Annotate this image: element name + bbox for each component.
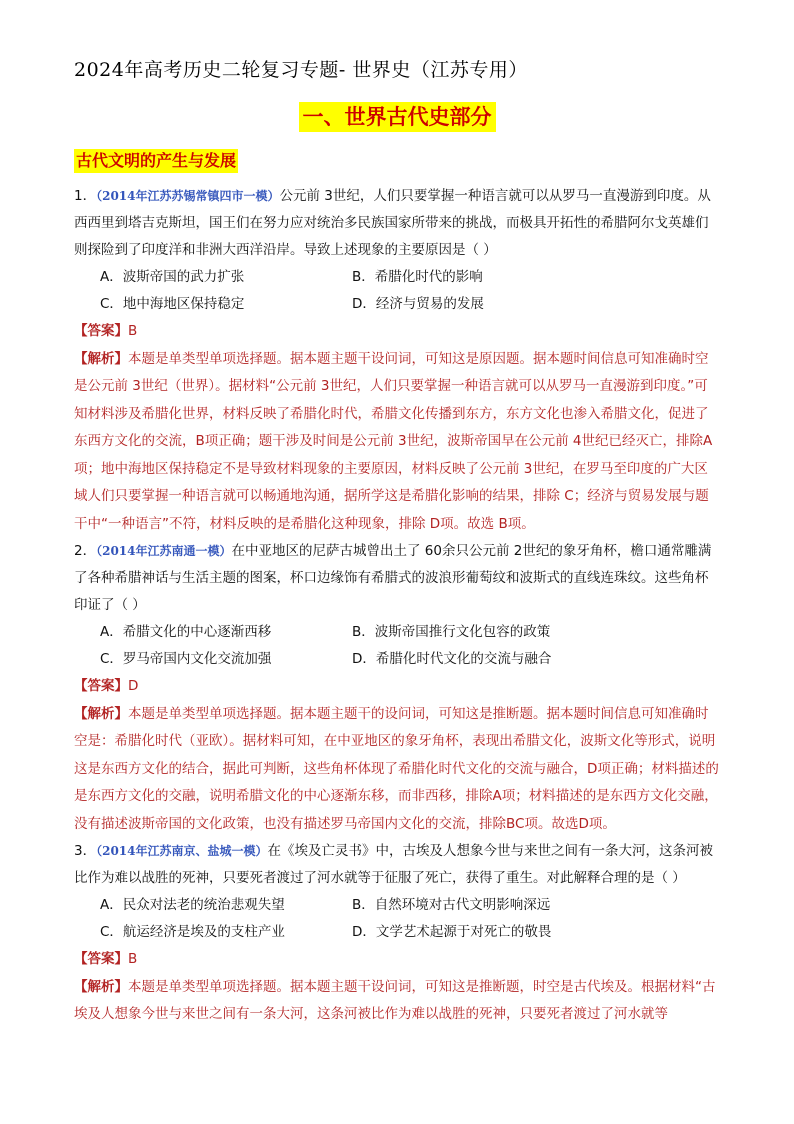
option-c: C．罗马帝国内文化交流加强: [100, 651, 272, 667]
answer-value: D: [128, 678, 139, 694]
question-text: 在中亚地区的尼萨古城曾出土了 60余只公元前 2世纪的象牙角杯，檐口通常雕满了各种希腊神话与生活主题的图案，杯口边缘饰有希腊式的波浪形葡萄纹和波斯式的直线连珠纹。这些角杯印证了（ ）: [74, 543, 712, 613]
analysis-label: 【解析】: [74, 978, 128, 995]
question-1: [74, 183, 720, 538]
question-source: （2014年江苏南京、盐城一模）: [96, 844, 268, 858]
analysis-paragraph: [74, 346, 720, 539]
option-d: D．经济与贸易的发展: [352, 296, 484, 312]
analysis-text: 本题是单类型单项选择题。据本题主题干的设问词，可知这是推断题。据本题时间信息可知准确时空是：希腊化时代（亚欧）。据材料可知，在中亚地区的象牙角杯，表现出希腊文化，波斯文化等形式，说明这是东西方文化的结合，据此可判断，这些角杯体现了希腊化时代文化的交流与融合，D项正确；材料描述的是东西方文化的交融，说明希腊文化的中心逐渐东移，而非西移，排除A项；材料描述的是东西方文化交融，没有描述波斯帝国的文化政策，也没有描述罗马帝国内文化的交流，排除BC项。故选D项。: [74, 705, 719, 832]
answer-label: 【答案】: [74, 678, 128, 694]
question-number: 3．: [74, 843, 97, 859]
question-number: 2．: [74, 543, 97, 559]
option-c: C．地中海地区保持稳定: [100, 296, 245, 312]
question-source: （2014年江苏苏锡常镇四市一模）: [96, 189, 280, 203]
analysis-text: 本题是单类型单项选择题。据本题主题干设问词，可知这是原因题。据本题时间信息可知准确时空是公元前 3世纪（世界）。据材料“公元前 3世纪，人们只要掌握一种语言就可以从罗马一直漫游到印度。”可知材料涉及希腊化世界，材料反映了希腊化时代，希腊文化传播到东方，东方文化也渗入希腊文化，促进了东西方文化的交流，B项正确；题干涉及时间是公元前 3世纪，波斯帝国早在公元前 4世纪已经灭亡，排除A项；地中海地区保持稳定不是导致材料现象的主要原因，材料反映了公元前 3世纪，在罗马至印度的广大区域人们只要掌握一种语言就可以畅通地沟通，据所学这是希腊化影响的结果，排除 C；经济与贸易发展与题干中“一种语言”不符，材料反映的是希腊化这种现象，排除 D项。故选 B项。: [74, 350, 713, 532]
answer-value: B: [128, 323, 138, 339]
answer-label: 【答案】: [74, 951, 128, 967]
answer-label: 【答案】: [74, 323, 128, 339]
option-a: A．民众对法老的统治悲观失望: [100, 897, 285, 913]
option-list: [74, 619, 720, 673]
question-source: （2014年江苏南通一模）: [96, 544, 232, 558]
analysis-paragraph: [74, 974, 720, 1029]
option-d: D．希腊化时代文化的交流与融合: [352, 651, 552, 667]
section-heading: 古代文明的产生与发展: [74, 149, 238, 173]
option-list: [74, 892, 720, 946]
option-list: [74, 264, 720, 318]
option-b: B．自然环境对古代文明影响深远: [352, 897, 551, 913]
question-text: 在《埃及亡灵书》中，古埃及人想象今世与来世之间有一条大河，这条河被比作为难以战胜的死神，只要死者渡过了河水就等于征服了死亡，获得了重生。对此解释合理的是（ ）: [74, 843, 713, 886]
question-stem: [74, 538, 720, 619]
option-a: A．波斯帝国的武力扩张: [100, 269, 245, 285]
answer-line: [74, 318, 720, 346]
part-heading: [0, 102, 794, 132]
question-stem: [74, 838, 720, 892]
option-c: C．航运经济是埃及的支柱产业: [100, 924, 285, 940]
answer-value: B: [128, 951, 138, 967]
question-3: [74, 838, 720, 1029]
document-title: 2024年高考历史二轮复习专题- 世界史（江苏专用）: [74, 59, 528, 81]
answer-line: [74, 946, 720, 974]
answer-line: [74, 673, 720, 701]
question-list: [74, 183, 720, 1029]
option-b: B．希腊化时代的影响: [352, 269, 483, 285]
question-text: 公元前 3世纪，人们只要掌握一种语言就可以从罗马一直漫游到印度。从西西里到塔吉克斯坦，国王们在努力应对统治多民族国家所带来的挑战，而极具开拓性的希腊阿尔戈英雄们则探险到了印度洋和非洲大西洋沿岸。导致上述现象的主要原因是（ ）: [74, 188, 711, 258]
question-number: 1．: [74, 188, 97, 204]
question-2: [74, 538, 720, 838]
analysis-label: 【解析】: [74, 705, 128, 722]
part-heading-text: 一、世界古代史部分: [299, 102, 496, 132]
question-stem: [74, 183, 720, 264]
analysis-text: 本题是单类型单项选择题。据本题主题干设问词，可知这是推断题，时空是古代埃及。根据材料“古埃及人想象今世与来世之间有一条大河，这条河被比作为难以战胜的死神，只要死者渡过了河水就等: [74, 978, 716, 1022]
option-d: D．文学艺术起源于对死亡的敬畏: [352, 924, 552, 940]
option-b: B．波斯帝国推行文化包容的政策: [352, 624, 551, 640]
analysis-label: 【解析】: [74, 350, 128, 367]
option-a: A．希腊文化的中心逐渐西移: [100, 624, 272, 640]
analysis-paragraph: [74, 701, 720, 839]
